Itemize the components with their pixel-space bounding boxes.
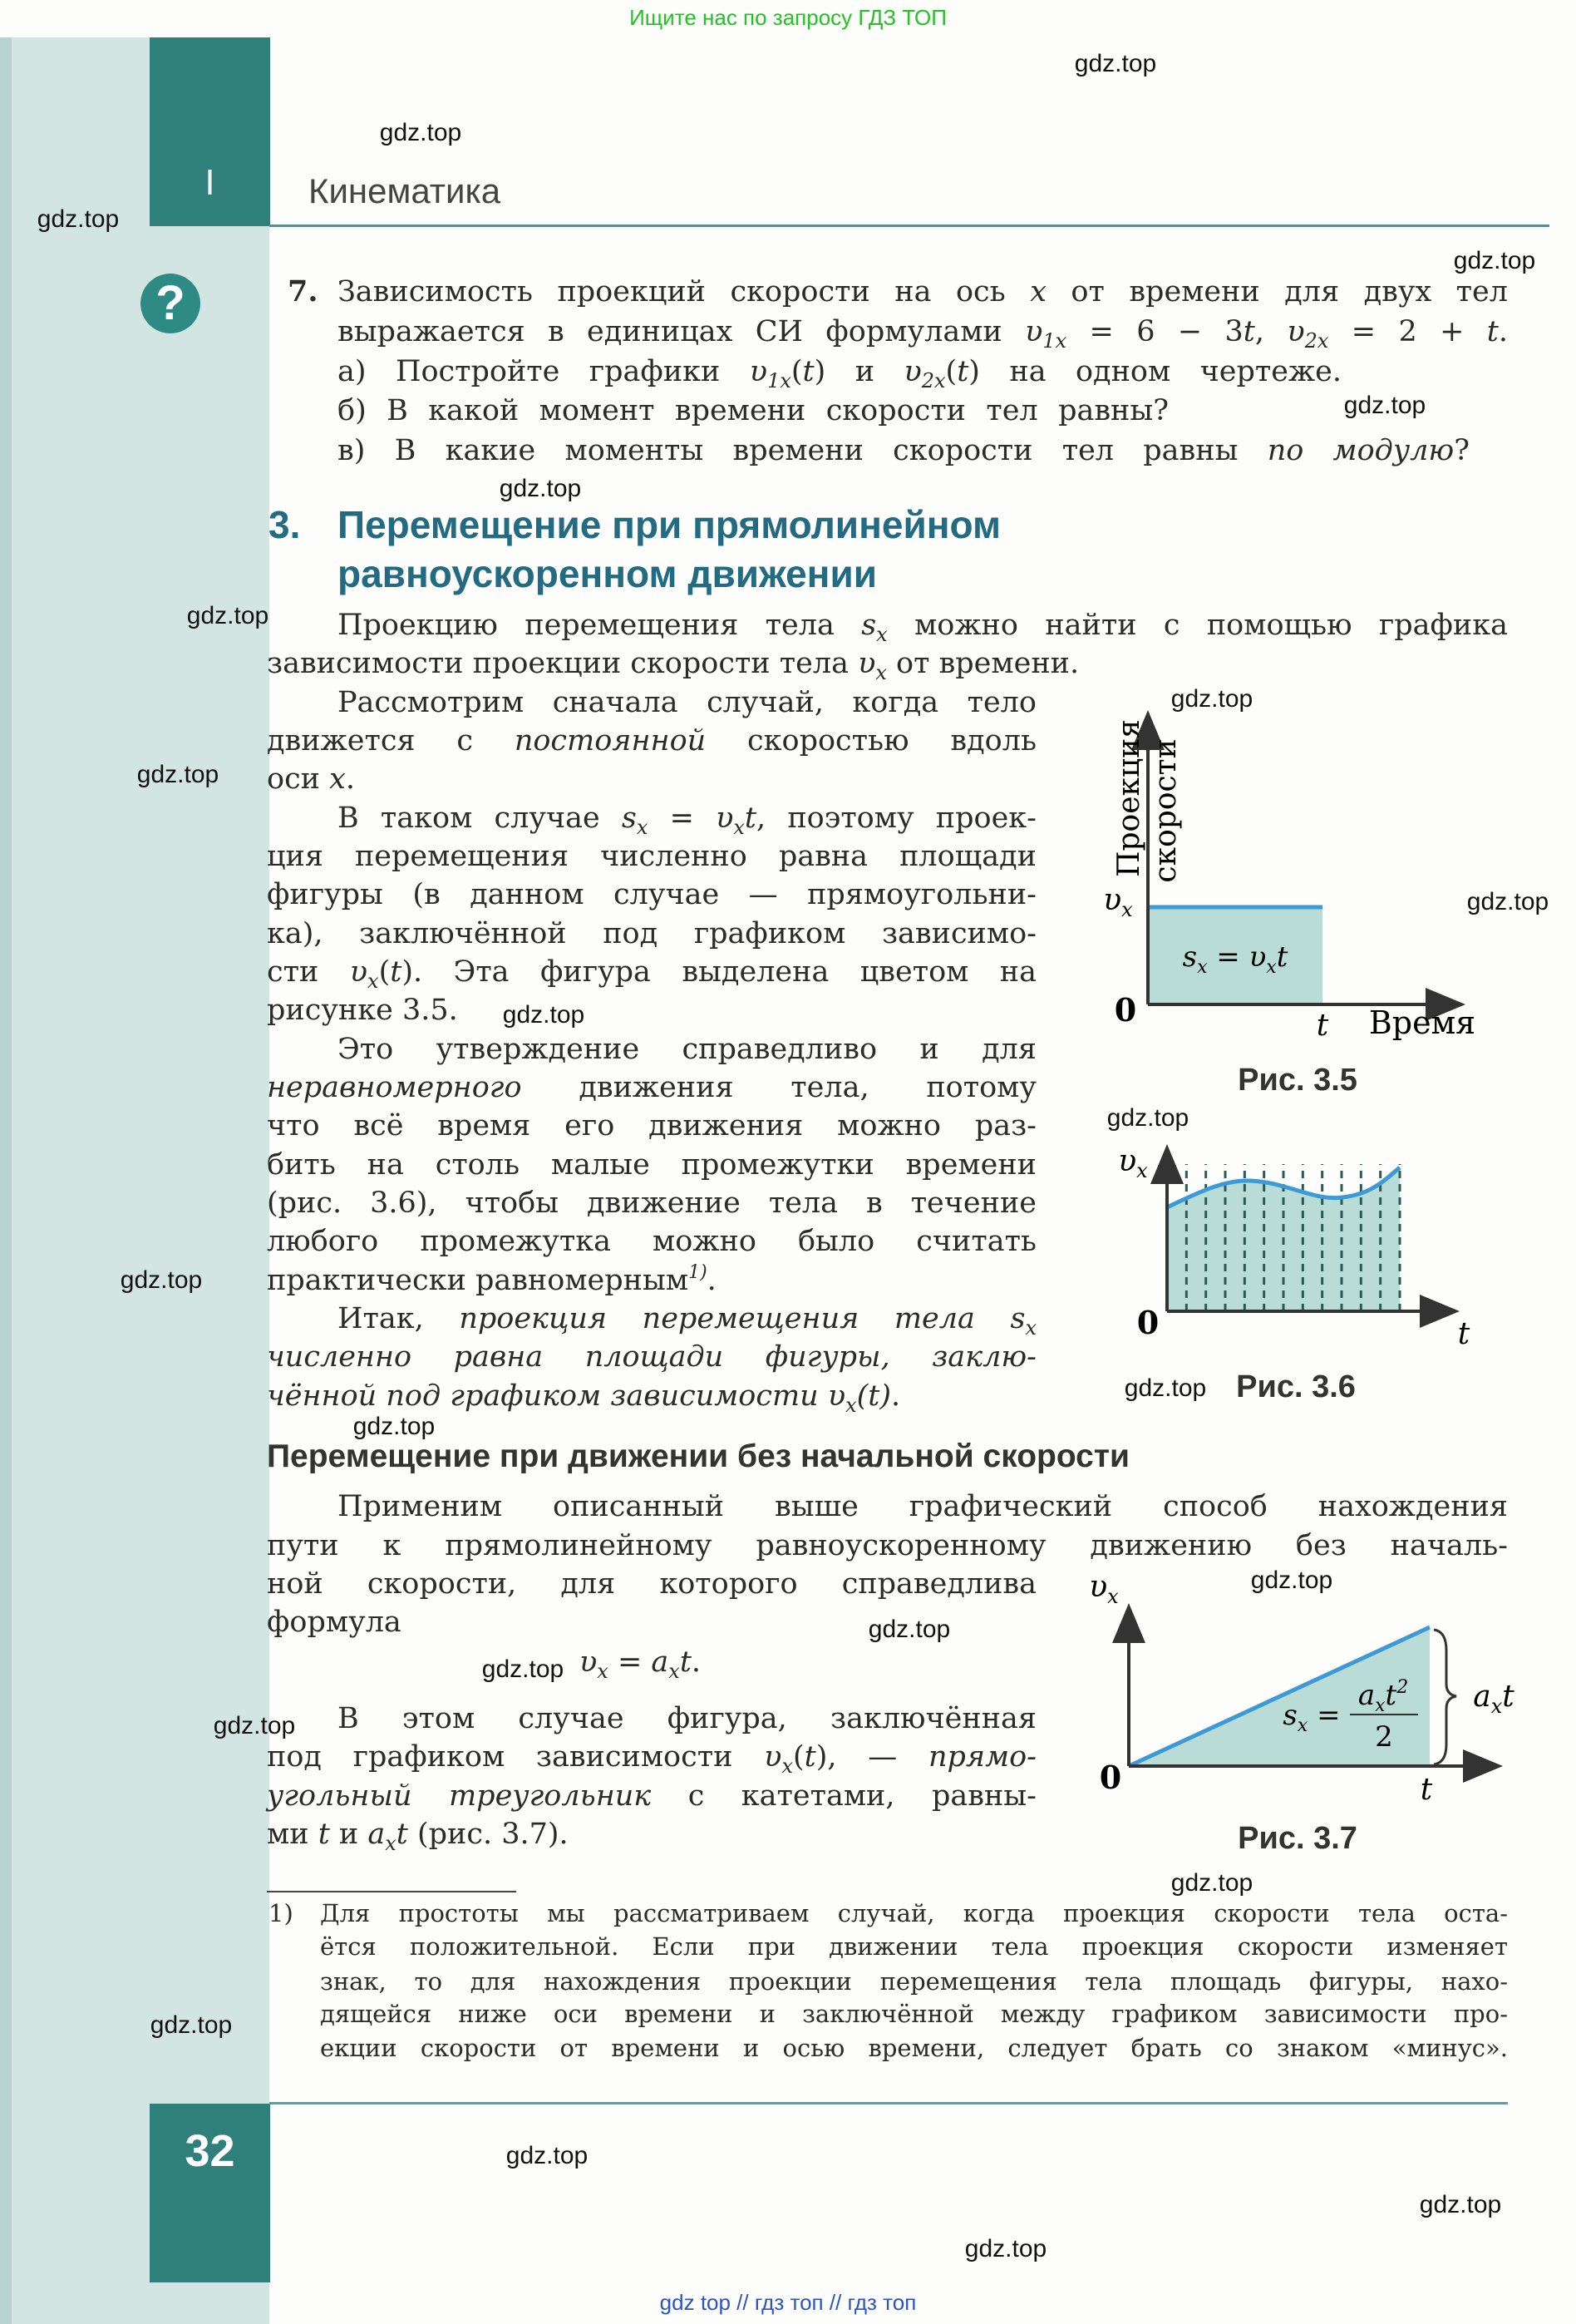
watermark: gdz.top — [1250, 1567, 1333, 1594]
watermark: gdz.top — [136, 761, 219, 788]
watermark: gdz.top — [37, 205, 120, 233]
x-axis-label: Время — [1368, 1004, 1476, 1041]
math-sub: x — [597, 1660, 608, 1683]
area-formula-numerator: $a_xt^2$ — [1357, 1677, 1409, 1716]
body-line: неравномерного движения тела, потому — [267, 1071, 1037, 1104]
question-number: 7. — [288, 274, 318, 308]
watermark: gdz.top — [120, 1266, 203, 1294]
section-number: 3. — [268, 503, 301, 546]
body-line: движется с постоянной скоростью вдоль — [267, 724, 1037, 757]
area-formula-denominator: 2 — [1375, 1720, 1393, 1754]
footnote-line: екции скорости от времени и осью времени, следует брать со знаком «минус». — [320, 2034, 1508, 2062]
math-i: υ — [764, 1740, 782, 1774]
watermark: gdz.top — [1074, 50, 1157, 77]
math-i: угольный треугольник — [267, 1779, 652, 1813]
math-i: t — [802, 355, 815, 388]
math-i: проекция перемещения тела s — [459, 1302, 1026, 1335]
body-line: Рассмотрим сначала случай, когда тело — [337, 686, 1037, 719]
watermark: gdz.top — [352, 1413, 436, 1440]
footnote-line: Для простоты мы рассматриваем случай, когда проекция скорости тела оста- — [320, 1899, 1508, 1927]
y-axis-label-2: скорости — [1149, 738, 1183, 883]
t-label: t — [1316, 1009, 1329, 1043]
math-i: a — [367, 1818, 386, 1851]
question-line: Зависимость проекций скорости на ось x от времени для двух тел — [337, 275, 1508, 308]
body-line: практически равномерным$^{1)}$. — [267, 1262, 717, 1297]
body-line: Это утверждение справедливо и для — [337, 1033, 1037, 1066]
question-line: а) Постройте графики $\upsilon_{1x}(t)$ и $\upsilon_{2x}(t)$ на одном чертеже. — [337, 355, 1342, 392]
watermark: gdz.top — [499, 475, 582, 502]
math-sup: 1) — [688, 1262, 707, 1283]
vx-label: $\upsilon_x$ — [1089, 1570, 1119, 1608]
section-title: равноускоренном движении — [337, 552, 878, 595]
vx-label: $\upsilon_x$ — [1118, 1144, 1148, 1182]
top-banner[interactable]: Ищите нас по запросу ГДЗ ТОП — [629, 5, 947, 30]
footnote-line: знак, то для нахождения проекции перемещения тела площадь фигуры, нахо- — [320, 1967, 1508, 1996]
math-i: s — [861, 609, 877, 642]
math-sub: 2x — [1304, 329, 1329, 353]
footnote-mark: 1) — [268, 1899, 293, 1927]
page-number: 32 — [185, 2126, 235, 2176]
watermark: gdz.top — [213, 1712, 296, 1739]
body-line: (рис. 3.6), чтобы движение тела в течение — [267, 1187, 1037, 1220]
math-i: t — [396, 1818, 408, 1851]
body-line: сти $\upsilon_x(t)$. Эта фигура выделена цветом на — [267, 955, 1037, 993]
math-i: постоянной — [514, 724, 707, 757]
watermark: gdz.top — [379, 119, 462, 146]
section-title: Перемещение при прямолинейном — [337, 503, 1002, 546]
math-sub: x — [668, 1660, 680, 1683]
question-icon: ? — [140, 274, 200, 333]
chapter-number: I — [204, 162, 215, 203]
subheading: Перемещение при движении без начальной скорости — [267, 1438, 1130, 1474]
math-i: по модулю — [1267, 434, 1455, 467]
formula: $\upsilon_x = a_xt$. — [579, 1646, 702, 1683]
math-i: t — [957, 355, 969, 388]
body-line: ция перемещения численно равна площади — [267, 840, 1037, 873]
body-line: любого промежутка можно было считать — [267, 1225, 1037, 1258]
math-i: t — [1243, 315, 1255, 348]
math-i: υ — [1287, 315, 1305, 348]
question-line: б) В какой момент времени скорости тел равны? — [337, 394, 1169, 427]
body-line: формула — [267, 1606, 401, 1639]
math-i: t — [744, 802, 756, 835]
math-i: υ — [349, 955, 368, 989]
bottom-banner[interactable]: gdz top // гдз топ // гдз топ — [659, 2290, 917, 2315]
figure-3-7 — [1089, 1570, 1514, 1807]
body-line: пути к прямолинейному равноускоренному движению без началь- — [267, 1529, 1508, 1562]
math-sub: x — [636, 816, 648, 839]
watermark: gdz.top — [505, 2142, 589, 2169]
math-i: (t) — [856, 1379, 892, 1413]
watermark: gdz.top — [1106, 1104, 1189, 1132]
side-label: $a_xt$ — [1473, 1680, 1514, 1718]
math-i: численно равна площади фигуры, заклю- — [267, 1340, 1037, 1374]
footnote-line: ётся положительной. Если при движении тела проекция скорости изменяет — [320, 1932, 1508, 1961]
question-line: в) В какие моменты времени скорости тел равны по модулю? — [337, 434, 1470, 467]
watermark: gdz.top — [150, 2011, 233, 2039]
area-formula: $s_x = \upsilon_xt$ — [1182, 940, 1288, 978]
body-line: В этом случае фигура, заключённая — [337, 1702, 1037, 1735]
chapter-title: Кинематика — [308, 171, 501, 210]
figure-caption: Рис. 3.6 — [1236, 1369, 1356, 1404]
body-line: чённой под графиком зависимости $\upsilon_x(t)$. — [267, 1379, 901, 1417]
math-i: x — [1030, 275, 1047, 308]
math-sub: x — [875, 661, 887, 684]
origin-label: 0 — [1114, 991, 1137, 1029]
watermark: gdz.top — [186, 602, 269, 629]
watermark: gdz.top — [1453, 247, 1536, 274]
body-line: ной скорости, для которого справедлива — [267, 1567, 1037, 1601]
figure-3-6 — [1118, 1144, 1470, 1351]
body-line: ка), заключённой под графиком зависимо- — [267, 917, 1037, 950]
watermark: gdz.top — [1343, 392, 1426, 419]
watermark: gdz.top — [502, 1001, 585, 1029]
watermark: gdz.top — [964, 2235, 1047, 2262]
origin-label: 0 — [1136, 1304, 1160, 1341]
math-i: x — [329, 762, 346, 796]
watermark: gdz.top — [868, 1616, 951, 1643]
area-formula-left: $s_x$ = — [1283, 1699, 1341, 1736]
math-i: прямо- — [928, 1740, 1037, 1774]
math-sub: x — [733, 816, 745, 839]
vx-label: $\upsilon_x$ — [1103, 883, 1133, 921]
body-line: фигуры (в данном случае — прямоугольни- — [267, 878, 1037, 911]
watermark: gdz.top — [1124, 1374, 1207, 1402]
watermark: gdz.top — [1170, 1869, 1253, 1897]
y-axis-label-1: Проекция — [1112, 719, 1146, 877]
body-line: рисунке 3.5. — [267, 994, 458, 1027]
math-i: υ — [1025, 315, 1043, 348]
body-line: бить на столь малые промежутки времени — [267, 1148, 1037, 1182]
math-sub: x — [1025, 1316, 1037, 1340]
math-sub: x — [845, 1394, 857, 1417]
math-sub: x — [876, 623, 888, 646]
math-i: чённой под графиком зависимости υ — [267, 1379, 846, 1413]
origin-label: 0 — [1099, 1759, 1122, 1796]
math-sub: x — [385, 1832, 396, 1855]
body-line: что всё время его движения можно раз- — [267, 1109, 1037, 1142]
watermark: gdz.top — [481, 1655, 564, 1683]
math-i: s — [621, 802, 637, 835]
figure-3-5 — [1103, 717, 1475, 1043]
math-sub: x — [367, 970, 379, 993]
math-i: υ — [579, 1646, 598, 1679]
math-i: a — [651, 1646, 669, 1679]
math-i: t — [679, 1646, 692, 1679]
math-i: неравномерного — [267, 1071, 522, 1104]
body-line: В таком случае $s_x = \upsilon_xt$, поэтому проек- — [337, 802, 1037, 839]
body-line: ми t и $a_xt$ (рис. 3.7). — [267, 1818, 569, 1855]
math-sub: 2x — [921, 369, 946, 392]
body-line: зависимости проекции скорости тела $\upsilon_x$ от времени. — [267, 647, 1080, 684]
t-label: t — [1457, 1317, 1470, 1351]
math-sub: 1x — [1042, 329, 1067, 353]
body-line: Итак, проекция перемещения тела $s_x$ — [337, 1302, 1037, 1340]
question-line: выражается в единицах СИ формулами $\upsilon_{1x} = 6 - 3t$, $\upsilon_{2x} = 2 + t$. — [337, 315, 1508, 353]
t-label: t — [1420, 1773, 1433, 1807]
watermark: gdz.top — [1419, 2191, 1502, 2218]
brace — [1434, 1630, 1456, 1764]
math-i: t — [804, 1740, 816, 1774]
math-sub: x — [781, 1754, 793, 1778]
math-i: t — [1486, 315, 1499, 348]
watermark: gdz.top — [1170, 685, 1253, 713]
figure-caption: Рис. 3.5 — [1238, 1063, 1357, 1098]
math-i: t — [318, 1818, 330, 1851]
math-i: υ — [858, 647, 876, 680]
math-i: υ — [904, 355, 922, 388]
math-i: υ — [749, 355, 768, 388]
math-i: t — [390, 955, 402, 989]
watermark: gdz.top — [1466, 888, 1549, 915]
body-line: Проекцию перемещения тела $s_x$ можно найти с помощью графика — [337, 609, 1509, 646]
math-sub: 1x — [767, 369, 791, 392]
body-line: под графиком зависимости $\upsilon_x(t)$, — прямо- — [267, 1740, 1037, 1778]
footnote-line: дящейся ниже оси времени и заключённой между графиком зависимости про- — [320, 2000, 1508, 2028]
body-line: Применим описанный выше графический способ нахождения — [337, 1490, 1508, 1523]
math-i: υ — [716, 802, 734, 835]
figure-caption: Рис. 3.7 — [1238, 1821, 1357, 1856]
body-line: угольный треугольник с катетами, равны- — [267, 1779, 1037, 1813]
body-line: оси x. — [267, 762, 356, 796]
